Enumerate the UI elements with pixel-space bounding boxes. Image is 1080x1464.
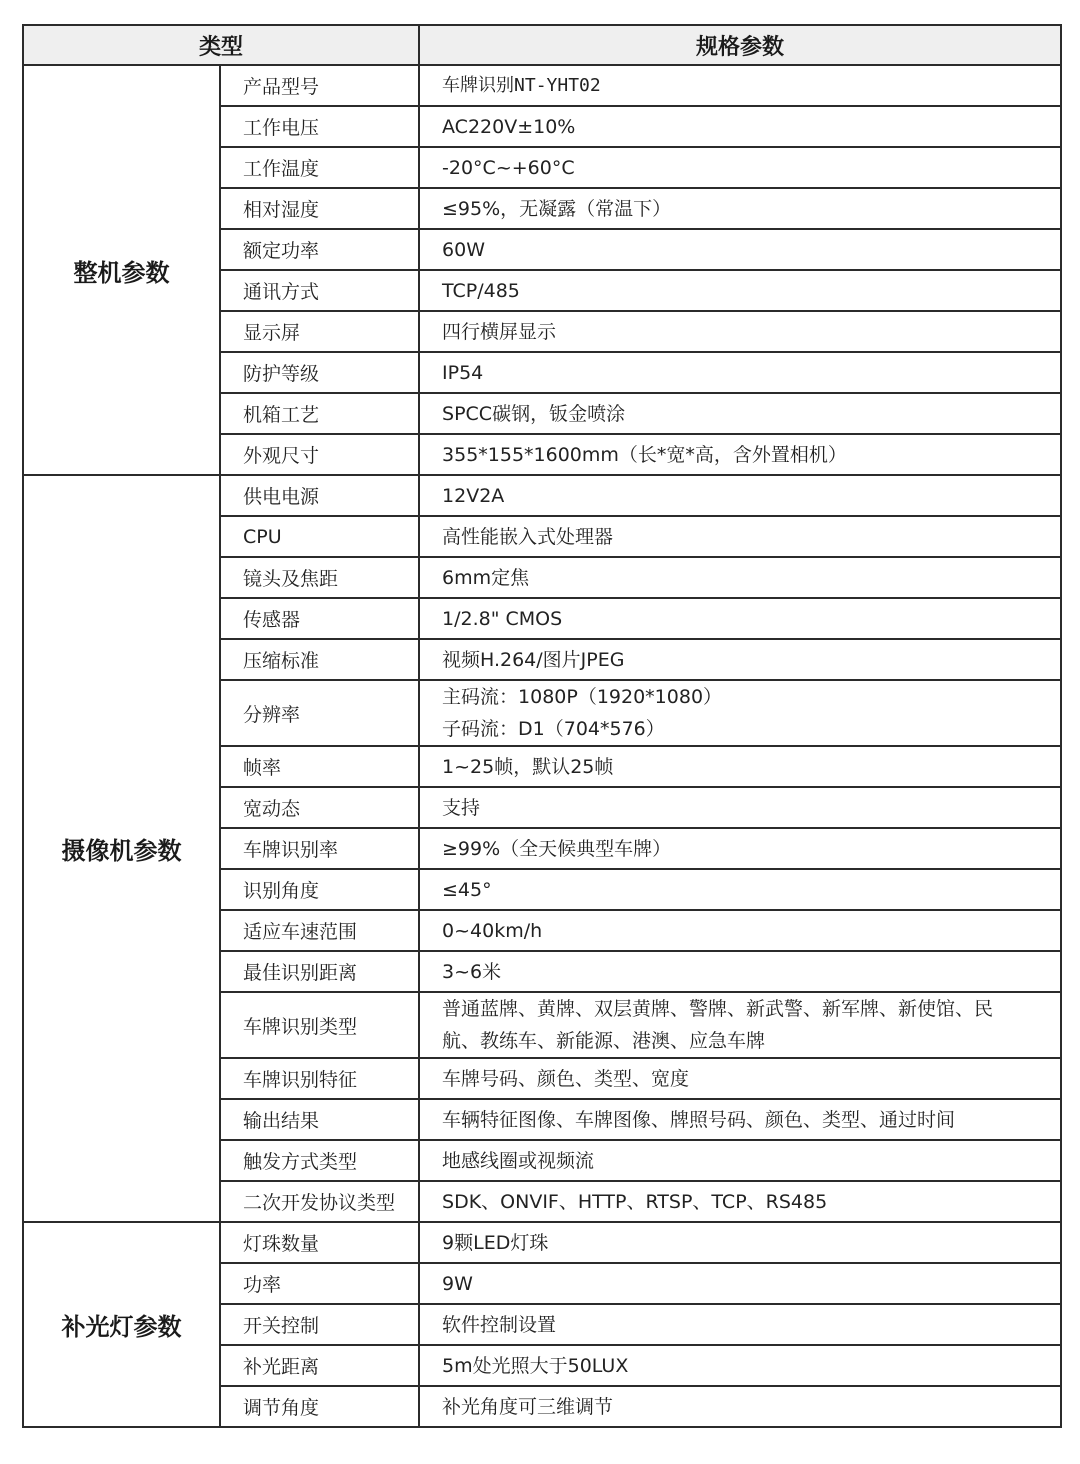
param-name: 通讯方式 xyxy=(220,270,419,311)
param-value xyxy=(419,639,1061,680)
param-value xyxy=(419,475,1061,516)
param-name: 供电电源 xyxy=(220,475,419,516)
param-value xyxy=(419,1058,1061,1099)
value-line: 地感线圈或视频流 xyxy=(442,1149,595,1172)
param-name: 补光距离 xyxy=(220,1345,419,1386)
param-value xyxy=(419,828,1061,869)
param-name: 最佳识别距离 xyxy=(220,951,419,992)
table-row xyxy=(23,65,1061,106)
param-value xyxy=(419,1181,1061,1222)
value-line: 高性能嵌入式处理器 xyxy=(442,525,614,548)
param-name: 车牌识别类型 xyxy=(220,992,419,1058)
value-line: -20°C~+60°C xyxy=(442,156,575,179)
param-value xyxy=(419,393,1061,434)
value-line: 0~40km/h xyxy=(442,919,543,942)
value-line: 1/2.8" CMOS xyxy=(442,607,563,630)
param-value xyxy=(419,557,1061,598)
value-line: 9W xyxy=(442,1272,473,1295)
param-value xyxy=(419,106,1061,147)
spec-table xyxy=(22,24,1062,1428)
param-name: 镜头及焦距 xyxy=(220,557,419,598)
param-name: 灯珠数量 xyxy=(220,1222,419,1263)
value-line: 3~6米 xyxy=(442,960,502,983)
value-line: 视频H.264/图片JPEG xyxy=(442,648,625,671)
spec-body xyxy=(23,65,1061,1427)
value-line: 355*155*1600mm（长*宽*高，含外置相机） xyxy=(442,443,847,466)
value-line: 12V2A xyxy=(442,484,505,507)
table-row xyxy=(23,1222,1061,1263)
param-name: 防护等级 xyxy=(220,352,419,393)
value-line: AC220V±10% xyxy=(442,115,576,138)
param-value xyxy=(419,270,1061,311)
header-type: 类型 xyxy=(23,25,419,65)
param-name: 功率 xyxy=(220,1263,419,1304)
value-line: ≥99%（全天候典型车牌） xyxy=(442,837,672,860)
param-value xyxy=(419,229,1061,270)
value-line: IP54 xyxy=(442,361,484,384)
param-value xyxy=(419,787,1061,828)
param-value xyxy=(419,746,1061,787)
value-line: 补光角度可三维调节 xyxy=(442,1395,614,1418)
param-name: 车牌识别特征 xyxy=(220,1058,419,1099)
param-name: 帧率 xyxy=(220,746,419,787)
value-line: 车牌号码、颜色、类型、宽度 xyxy=(442,1067,690,1090)
param-name: 额定功率 xyxy=(220,229,419,270)
value-line: 主码流：1080P（1920*1080） xyxy=(442,686,723,708)
param-value xyxy=(419,992,1061,1058)
param-value xyxy=(419,910,1061,951)
param-name: 适应车速范围 xyxy=(220,910,419,951)
param-name: 分辨率 xyxy=(220,680,419,746)
param-value xyxy=(419,1386,1061,1427)
param-value xyxy=(419,951,1061,992)
param-name: 宽动态 xyxy=(220,787,419,828)
param-value xyxy=(419,1345,1061,1386)
value-line: 9颗LED灯珠 xyxy=(442,1231,549,1254)
param-name: 识别角度 xyxy=(220,869,419,910)
value-line: 支持 xyxy=(442,796,481,819)
param-value xyxy=(419,147,1061,188)
value-line: SPCC碳钢，钣金喷涂 xyxy=(442,402,626,425)
value-line: 60W xyxy=(442,238,485,261)
param-name: 输出结果 xyxy=(220,1099,419,1140)
param-name: 开关控制 xyxy=(220,1304,419,1345)
value-line: SDK、ONVIF、HTTP、RTSP、TCP、RS485 xyxy=(442,1190,828,1213)
value-line: 航、教练车、新能源、港澳、应急车牌 xyxy=(442,1030,766,1052)
param-value xyxy=(419,65,1061,106)
value-line: ≤45° xyxy=(442,878,492,901)
value-line: TCP/485 xyxy=(442,279,520,302)
param-name: 外观尺寸 xyxy=(220,434,419,475)
param-value xyxy=(419,1099,1061,1140)
value-line: 1~25帧，默认25帧 xyxy=(442,755,614,778)
header-spec: 规格参数 xyxy=(419,25,1061,65)
value-line: 5m处光照大于50LUX xyxy=(442,1354,629,1377)
param-name: 二次开发协议类型 xyxy=(220,1181,419,1222)
param-value xyxy=(419,188,1061,229)
value-line: 车牌识别NT-YHT02 xyxy=(442,74,601,96)
value-line: ≤95%，无凝露（常温下） xyxy=(442,197,672,220)
param-value xyxy=(419,598,1061,639)
param-value xyxy=(419,869,1061,910)
param-name: 触发方式类型 xyxy=(220,1140,419,1181)
param-value xyxy=(419,1140,1061,1181)
param-value xyxy=(419,434,1061,475)
value-line: 软件控制设置 xyxy=(442,1313,557,1336)
param-name: 显示屏 xyxy=(220,311,419,352)
param-name: CPU xyxy=(220,516,419,557)
value-line: 车辆特征图像、车牌图像、牌照号码、颜色、类型、通过时间 xyxy=(442,1108,956,1131)
param-value xyxy=(419,1304,1061,1345)
param-value xyxy=(419,1222,1061,1263)
value-line: 普通蓝牌、黄牌、双层黄牌、警牌、新武警、新军牌、新使馆、民 xyxy=(442,998,994,1020)
value-line: 四行横屏显示 xyxy=(442,320,557,343)
param-name: 工作电压 xyxy=(220,106,419,147)
table-row xyxy=(23,475,1061,516)
section-name: 整机参数 xyxy=(23,65,220,475)
param-name: 车牌识别率 xyxy=(220,828,419,869)
param-value xyxy=(419,680,1061,746)
param-name: 机箱工艺 xyxy=(220,393,419,434)
param-value xyxy=(419,311,1061,352)
param-name: 工作温度 xyxy=(220,147,419,188)
param-name: 调节角度 xyxy=(220,1386,419,1427)
param-name: 产品型号 xyxy=(220,65,419,106)
value-line: 6mm定焦 xyxy=(442,566,530,589)
header-row xyxy=(23,25,1061,65)
param-value xyxy=(419,1263,1061,1304)
param-name: 传感器 xyxy=(220,598,419,639)
param-name: 相对湿度 xyxy=(220,188,419,229)
param-name: 压缩标准 xyxy=(220,639,419,680)
section-name: 补光灯参数 xyxy=(23,1222,220,1427)
section-name: 摄像机参数 xyxy=(23,475,220,1222)
param-value xyxy=(419,352,1061,393)
value-line: 子码流：D1（704*576） xyxy=(442,718,665,740)
param-value xyxy=(419,516,1061,557)
